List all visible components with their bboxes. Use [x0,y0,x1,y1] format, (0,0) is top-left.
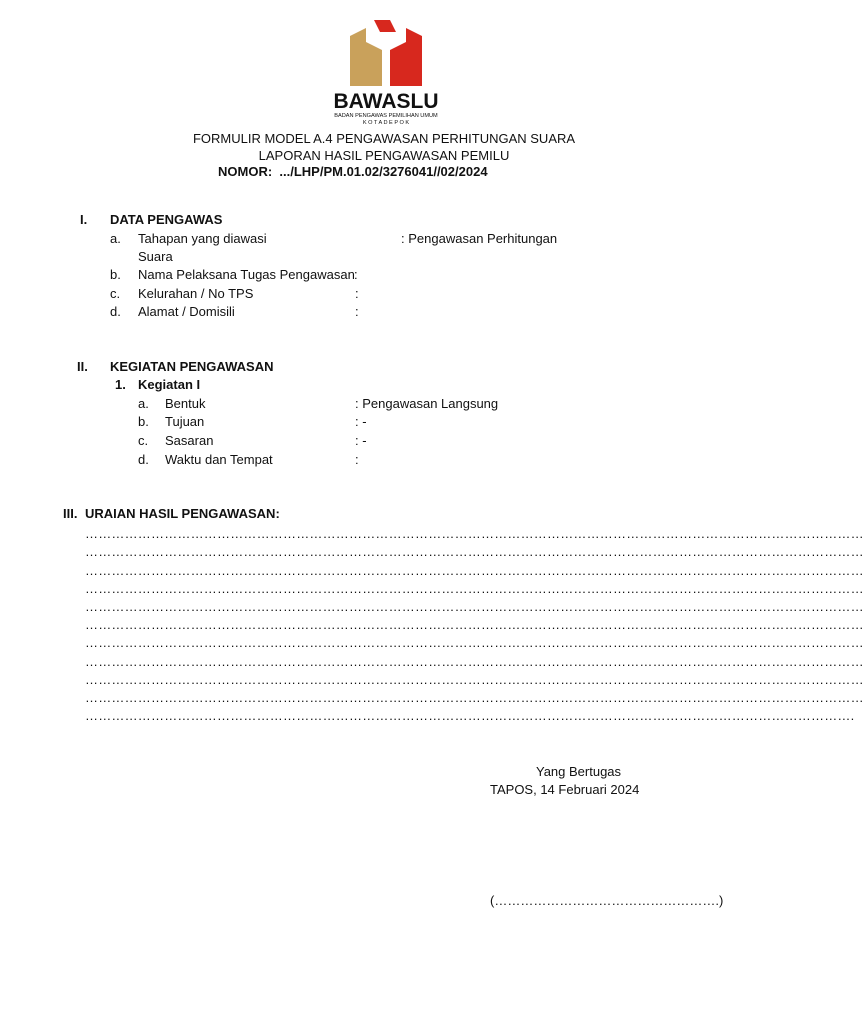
logo-gold-shape [350,28,382,86]
logo-red-tip [374,20,396,32]
report-line[interactable]: …………………………………………………………………………………………………………………………………………………………… [85,581,864,596]
nomor-value: .../LHP/PM.01.02/3276041//02/2024 [279,164,488,179]
report-line[interactable]: …………………………………………………………………………………………………………………………………………………………… [85,635,864,650]
s1-d-label: Alamat / Domisili [138,304,235,319]
logo-subtitle: BADAN PENGAWAS PEMILIHAN UMUM [334,113,438,119]
report-line[interactable]: …………………………………………………………………………………………………………………………………………………………… [85,672,864,687]
s1-a-value-text: Pengawasan Perhitungan [408,231,558,246]
logo-wordmark: BAWASLU [333,90,439,113]
s2-d-sep: : [355,452,359,467]
s2-d-letter: d. [138,452,149,467]
s2-c-value [355,433,367,449]
s1-c-letter: c. [110,286,121,301]
logo-red-shape [390,28,422,86]
s2-b-value [355,414,367,430]
s1-a-label: Tahapan yang diawasi [138,231,267,246]
s2-b-letter: b. [138,414,149,429]
report-title: LAPORAN HASIL PENGAWASAN PEMILU [258,148,510,163]
report-line[interactable]: …………………………………………………………………………………………………………………………………………………………. [85,708,855,723]
s2-a-label: Bentuk [165,396,206,411]
s2-a-value-text: Pengawasan Langsung [362,396,499,411]
s2-sub-number: 1. [115,377,126,392]
s1-b-label: Nama Pelaksana Tugas Pengawasan [138,267,355,282]
section2-number: II. [77,359,88,374]
s1-b-sep: : [354,267,358,282]
logo-emblem [350,20,422,86]
report-line[interactable]: …………………………………………………………………………………………………………………………………………………………… [85,617,864,632]
s2-a-value [355,396,498,412]
nomor-label: NOMOR: [218,164,273,179]
report-line[interactable]: …………………………………………………………………………………………………………………………………………………………… [85,599,864,614]
section3-number: III. [63,506,78,521]
section2-title: KEGIATAN PENGAWASAN [110,359,274,374]
s2-sub-title: Kegiatan I [138,377,201,392]
s2-c-value-text: - [362,433,367,448]
s1-d-sep: : [355,304,359,319]
section1-title: DATA PENGAWAS [110,212,223,227]
s2-d-label: Waktu dan Tempat [165,452,273,467]
s2-c-sep: : [355,433,359,448]
s1-d-letter: d. [110,304,121,319]
nomor-line [218,164,488,180]
s1-a-sep: : [401,231,405,246]
signature-title: Yang Bertugas [536,764,622,779]
s1-b-letter: b. [110,267,121,282]
s1-a-value [401,231,557,247]
bawaslu-logo [326,16,448,128]
signature-name-field[interactable]: (…………………………………………….) [490,893,724,908]
report-line[interactable]: …………………………………………………………………………………………………………………………………………………………… [85,654,864,669]
s1-a-value-continued: Suara [138,249,173,264]
form-title: FORMULIR MODEL A.4 PENGAWASAN PERHITUNGAN SUARA [192,131,576,146]
report-line[interactable]: …………………………………………………………………………………………………………………………………………………………… [85,526,864,541]
s2-c-letter: c. [138,433,149,448]
s2-c-label: Sasaran [165,433,214,448]
section3-title: URAIAN HASIL PENGAWASAN: [85,506,280,521]
s2-b-label: Tujuan [165,414,205,429]
s1-c-label: Kelurahan / No TPS [138,286,254,301]
report-line[interactable]: …………………………………………………………………………………………………………………………………………………………… [85,544,864,559]
signature-place-date: TAPOS, 14 Februari 2024 [490,782,640,797]
report-line[interactable]: …………………………………………………………………………………………………………………………………………………………… [85,563,864,578]
logo-city: K O T A D E P O K [362,120,410,126]
report-line[interactable]: …………………………………………………………………………………………………………………………………………………………… [85,690,864,705]
s2-b-sep: : [355,414,359,429]
s2-a-letter: a. [138,396,149,411]
s1-a-letter: a. [110,231,121,246]
s2-a-sep: : [355,396,359,411]
s1-c-sep: : [355,286,359,301]
section1-number: I. [80,212,88,227]
s2-b-value-text: - [362,414,367,429]
